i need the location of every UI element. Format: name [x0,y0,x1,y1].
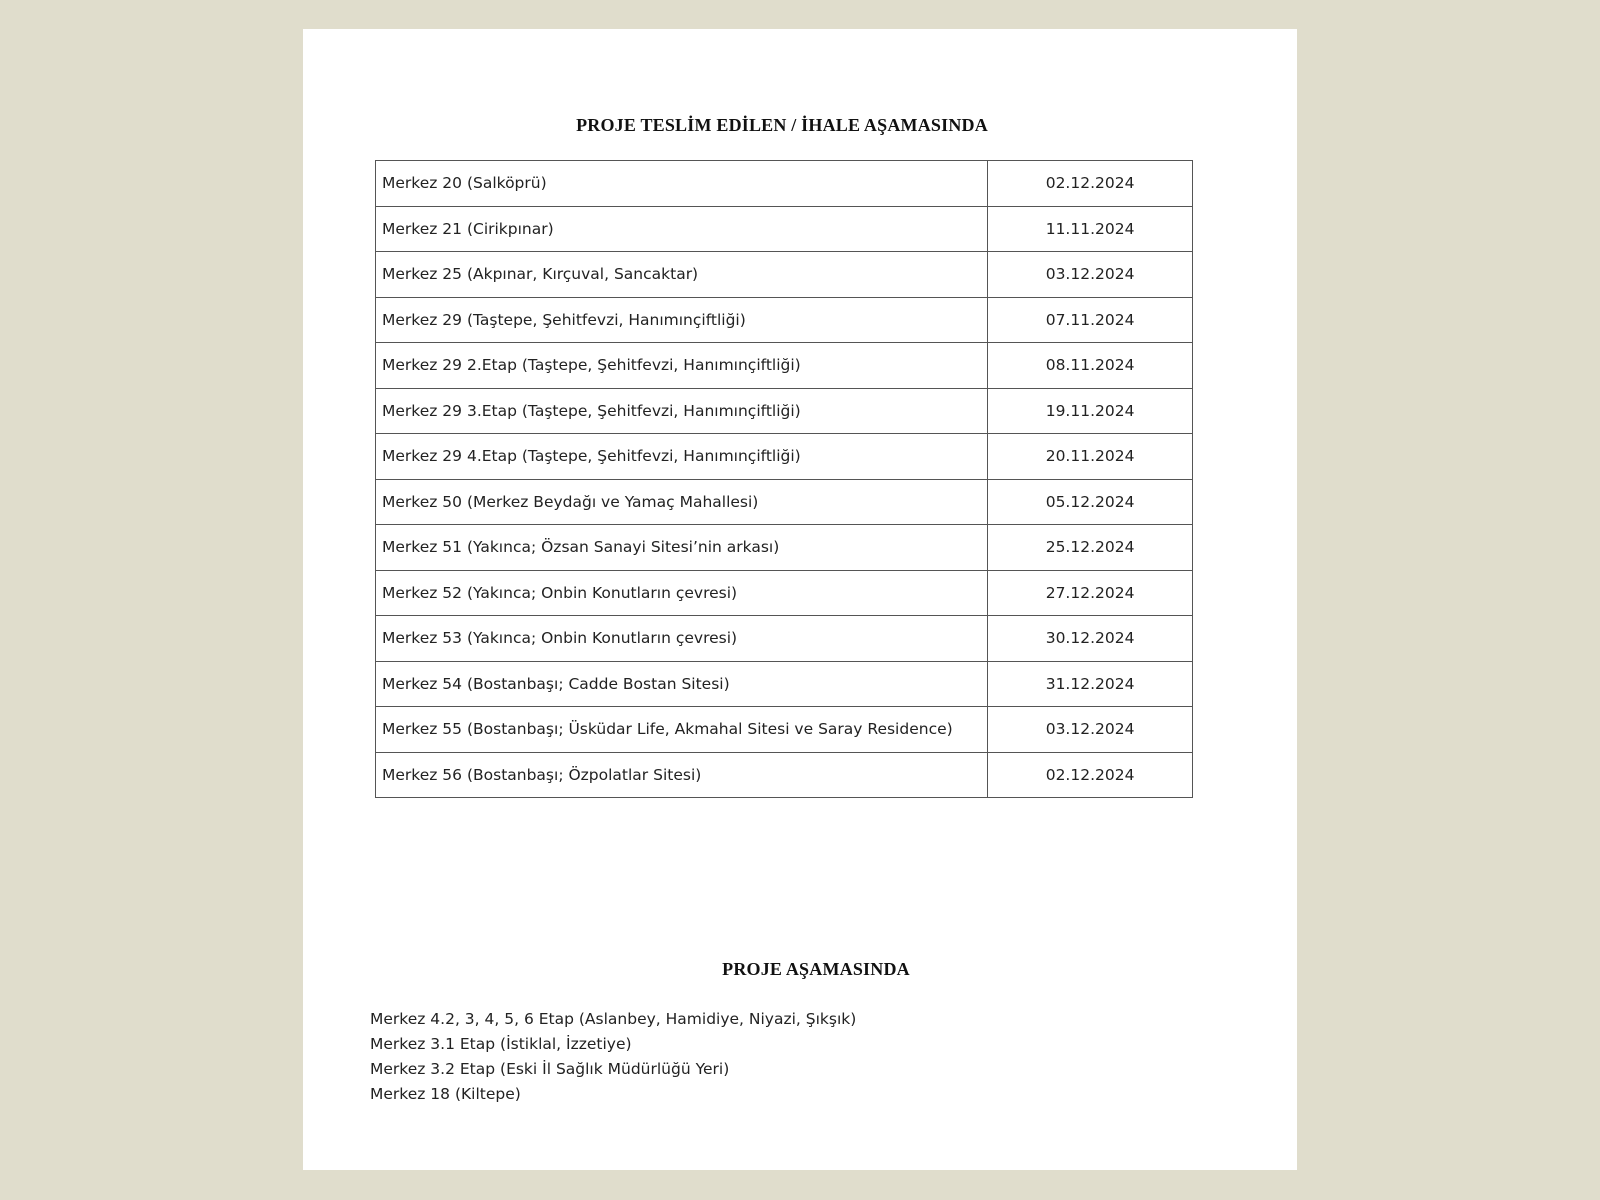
project-date-cell: 02.12.2024 [988,752,1193,798]
table-row [376,297,1193,343]
table-row [376,252,1193,298]
table-row [376,525,1193,571]
table-row [376,343,1193,389]
project-date-cell: 30.12.2024 [988,616,1193,662]
project-name-cell: Merkez 25 (Akpınar, Kırçuval, Sancaktar) [376,252,988,298]
project-date-cell: 27.12.2024 [988,570,1193,616]
table-row [376,434,1193,480]
list-item: Merkez 3.1 Etap (İstiklal, İzzetiye) [370,1035,632,1053]
table-row [376,752,1193,798]
project-date-cell: 19.11.2024 [988,388,1193,434]
section-title-delivered: PROJE TESLİM EDİLEN / İHALE AŞAMASINDA [576,115,988,135]
table-row [376,479,1193,525]
project-name-cell: Merkez 21 (Cirikpınar) [376,206,988,252]
table-row [376,161,1193,207]
delivery-table-body [376,161,1193,798]
planned-project-list [370,1007,856,1107]
project-date-cell: 31.12.2024 [988,661,1193,707]
project-date-cell: 03.12.2024 [988,252,1193,298]
project-name-cell: Merkez 29 (Taştepe, Şehitfevzi, Hanımınçiftliği) [376,297,988,343]
project-name-cell: Merkez 55 (Bostanbaşı; Üsküdar Life, Akmahal Sitesi ve Saray Residence) [376,707,988,753]
project-date-cell: 07.11.2024 [988,297,1193,343]
table-row [376,388,1193,434]
document-page [303,29,1297,1170]
table-row [376,206,1193,252]
table-row [376,707,1193,753]
table-row [376,616,1193,662]
project-name-cell: Merkez 50 (Merkez Beydağı ve Yamaç Mahallesi) [376,479,988,525]
project-date-cell: 08.11.2024 [988,343,1193,389]
table-row [376,661,1193,707]
section-title-planned: PROJE AŞAMASINDA [722,959,910,979]
project-date-cell: 03.12.2024 [988,707,1193,753]
project-name-cell: Merkez 29 2.Etap (Taştepe, Şehitfevzi, Hanımınçiftliği) [376,343,988,389]
project-name-cell: Merkez 20 (Salköprü) [376,161,988,207]
project-name-cell: Merkez 29 4.Etap (Taştepe, Şehitfevzi, Hanımınçiftliği) [376,434,988,480]
project-name-cell: Merkez 29 3.Etap (Taştepe, Şehitfevzi, Hanımınçiftliği) [376,388,988,434]
project-name-cell: Merkez 52 (Yakınca; Onbin Konutların çevresi) [376,570,988,616]
list-item: Merkez 18 (Kiltepe) [370,1085,521,1103]
project-name-cell: Merkez 56 (Bostanbaşı; Özpolatlar Sitesi) [376,752,988,798]
project-name-cell: Merkez 54 (Bostanbaşı; Cadde Bostan Sitesi) [376,661,988,707]
list-item: Merkez 4.2, 3, 4, 5, 6 Etap (Aslanbey, Hamidiye, Niyazi, Şıkşık) [370,1010,857,1028]
delivery-table [375,160,1193,798]
project-name-cell: Merkez 53 (Yakınca; Onbin Konutların çevresi) [376,616,988,662]
project-date-cell: 20.11.2024 [988,434,1193,480]
project-date-cell: 02.12.2024 [988,161,1193,207]
project-date-cell: 05.12.2024 [988,479,1193,525]
project-date-cell: 11.11.2024 [988,206,1193,252]
project-name-cell: Merkez 51 (Yakınca; Özsan Sanayi Sitesi’nin arkası) [376,525,988,571]
list-item: Merkez 3.2 Etap (Eski İl Sağlık Müdürlüğü Yeri) [370,1060,730,1078]
table-row [376,570,1193,616]
project-date-cell: 25.12.2024 [988,525,1193,571]
